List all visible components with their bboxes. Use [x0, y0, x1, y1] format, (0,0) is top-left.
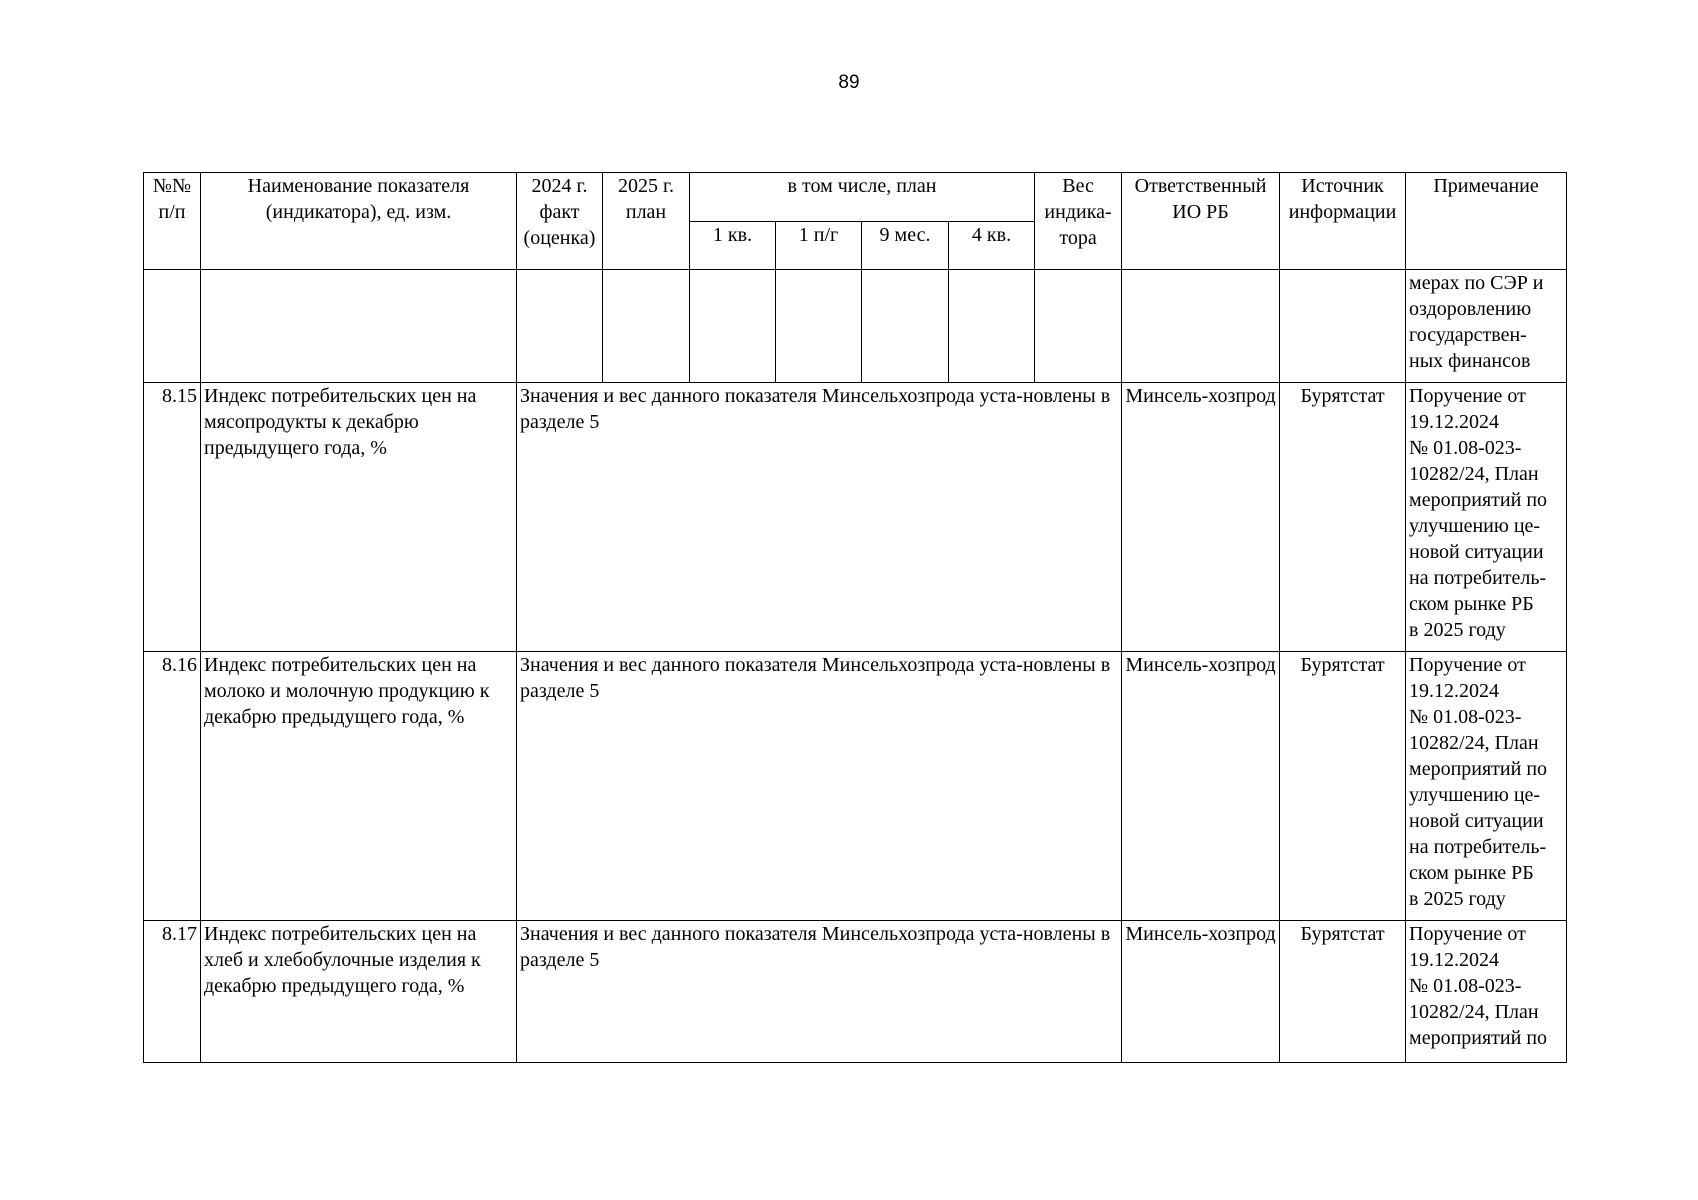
cell-responsible: Минсель-хозпрод: [1122, 652, 1280, 921]
table-row-continuation: [144, 270, 1567, 383]
note-line: 19.12.2024: [1409, 949, 1500, 971]
cell-name: Индекс потребительских цен на мясопродукты к декабрю предыдущего года, %: [201, 383, 517, 652]
note-line: улучшению це-: [1409, 515, 1541, 537]
cell-responsible: Минсель-хозпрод: [1122, 921, 1280, 1063]
cell-source: Бурятстат: [1280, 921, 1406, 1063]
cell-empty: [776, 270, 862, 383]
note-line: Поручение от: [1409, 654, 1526, 676]
note-line: мероприятий по: [1409, 489, 1548, 511]
cell-empty: [1122, 270, 1280, 383]
cell-values-merged: Значения и вес данного показателя Минсельхозпрода уста-новлены в разделе 5: [517, 921, 1122, 1063]
cell-name: Индекс потребительских цен на хлеб и хлебобулочные изделия к декабрю предыдущего года, %: [201, 921, 517, 1063]
note-line: государствен-: [1409, 324, 1527, 346]
cell-note: [1406, 652, 1567, 921]
header-num: №№ п/п: [144, 173, 201, 270]
note-line: ных финансов: [1409, 350, 1531, 372]
cell-empty: [949, 270, 1035, 383]
note-line: 10282/24, План: [1409, 1001, 1539, 1023]
page-number: 89: [838, 72, 860, 93]
cell-source: Бурятстат: [1280, 652, 1406, 921]
note-line: № 01.08-023-: [1409, 975, 1522, 997]
header-weight: Вес индика-тора: [1035, 173, 1122, 270]
note-line: 19.12.2024: [1409, 680, 1500, 702]
header-note: Примечание: [1406, 173, 1567, 270]
header-plan-2025: 2025 г. план: [603, 173, 690, 270]
cell-empty: [862, 270, 949, 383]
table-row: [144, 383, 1567, 652]
note-line: Поручение от: [1409, 385, 1526, 407]
note-line: ском рынке РБ: [1409, 862, 1534, 884]
note-line: 19.12.2024: [1409, 411, 1500, 433]
cell-empty: [1035, 270, 1122, 383]
cell-values-merged: Значения и вес данного показателя Минсельхозпрода уста-новлены в разделе 5: [517, 652, 1122, 921]
cell-empty: [603, 270, 690, 383]
header-h1: 1 п/г: [776, 222, 862, 270]
note-line: новой ситуации: [1409, 810, 1544, 832]
cell-note: [1406, 921, 1567, 1063]
note-line: в 2025 году: [1409, 888, 1506, 910]
cell-empty: [1280, 270, 1406, 383]
header-source: Источник информации: [1280, 173, 1406, 270]
note-line: мероприятий по: [1409, 1027, 1548, 1049]
cell-note: [1406, 383, 1567, 652]
cell-empty: [690, 270, 776, 383]
cell-empty: [517, 270, 603, 383]
cell-note: [1406, 270, 1567, 383]
note-line: мероприятий по: [1409, 758, 1548, 780]
cell-values-merged: Значения и вес данного показателя Минсельхозпрода уста-новлены в разделе 5: [517, 383, 1122, 652]
cell-num: 8.17: [144, 921, 201, 1063]
cell-name: Индекс потребительских цен на молоко и молочную продукцию к декабрю предыдущего года, %: [201, 652, 517, 921]
header-responsible: Ответственный ИО РБ: [1122, 173, 1280, 270]
header-including-plan: в том числе, план: [690, 173, 1035, 222]
header-fact-2024: 2024 г. факт (оценка): [517, 173, 603, 270]
indicators-table: [143, 172, 1567, 1063]
table-row: [144, 921, 1567, 1063]
note-line: 10282/24, План: [1409, 463, 1539, 485]
note-line: новой ситуации: [1409, 541, 1544, 563]
header-q1: 1 кв.: [690, 222, 776, 270]
cell-num: 8.15: [144, 383, 201, 652]
note-line: на потребитель-: [1409, 836, 1547, 858]
cell-empty: [144, 270, 201, 383]
header-name: Наименование показателя (индикатора), ед. изм.: [201, 173, 517, 270]
cell-empty: [201, 270, 517, 383]
cell-source: Бурятстат: [1280, 383, 1406, 652]
header-row-1: [144, 173, 1567, 222]
note-line: Поручение от: [1409, 923, 1526, 945]
note-line: оздоровлению: [1409, 298, 1532, 320]
header-9m: 9 мес.: [862, 222, 949, 270]
note-line: 10282/24, План: [1409, 732, 1539, 754]
note-line: № 01.08-023-: [1409, 437, 1522, 459]
note-line: улучшению це-: [1409, 784, 1541, 806]
note-line: на потребитель-: [1409, 567, 1547, 589]
note-line: ском рынке РБ: [1409, 593, 1534, 615]
header-q4: 4 кв.: [949, 222, 1035, 270]
note-line: № 01.08-023-: [1409, 706, 1522, 728]
table-row: [144, 652, 1567, 921]
note-line: мерах по СЭР и: [1409, 272, 1544, 294]
cell-responsible: Минсель-хозпрод: [1122, 383, 1280, 652]
cell-num: 8.16: [144, 652, 201, 921]
note-line: в 2025 году: [1409, 619, 1506, 641]
